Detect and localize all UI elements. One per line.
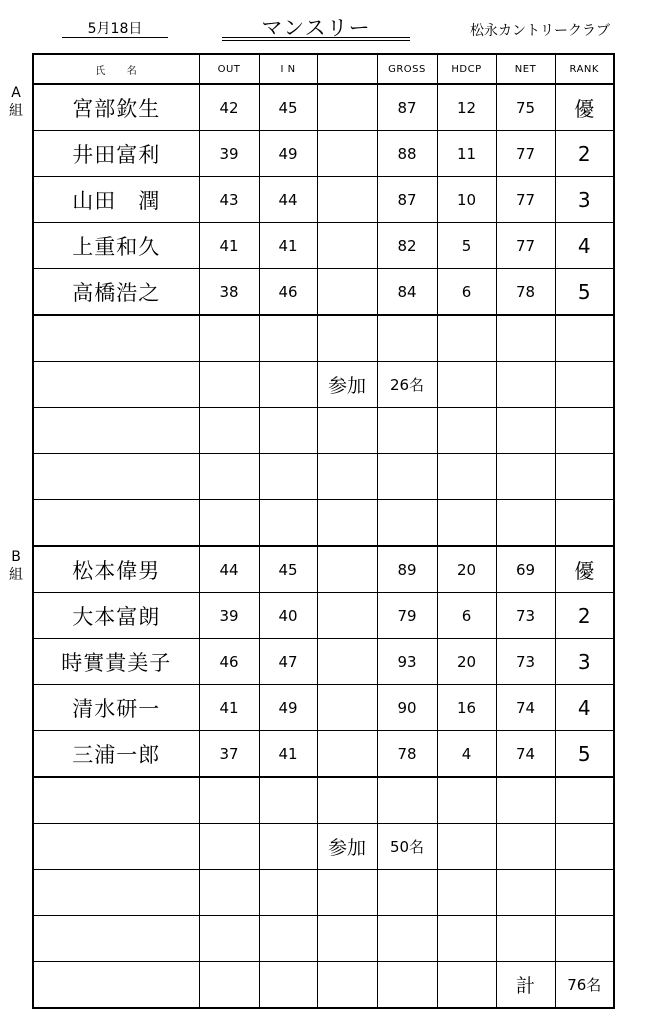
net-score: 75	[496, 84, 555, 131]
col-header-gross: GROSS	[377, 54, 437, 84]
out-score: 39	[199, 131, 259, 177]
player-name: 松本偉男	[33, 546, 199, 593]
rank-value: 2	[555, 131, 614, 177]
hdcp-value: 10	[437, 177, 496, 223]
player-name: 高橋浩之	[33, 269, 199, 316]
date: 5月18日	[87, 21, 143, 37]
blank-cell	[317, 593, 377, 639]
player-name: 時實貴美子	[33, 639, 199, 685]
empty-row	[33, 777, 614, 824]
gross-score: 93	[377, 639, 437, 685]
title-underline-2	[222, 40, 410, 41]
col-header-name: 氏 名	[33, 54, 199, 84]
gross-score: 84	[377, 269, 437, 316]
hdcp-value: 11	[437, 131, 496, 177]
in-score: 47	[259, 639, 317, 685]
club-name: 松永カントリークラブ	[470, 23, 610, 39]
group-b-label	[6, 548, 26, 584]
total-row	[33, 962, 614, 1009]
empty-row	[33, 408, 614, 454]
gross-score: 78	[377, 731, 437, 778]
total-count: 76名	[555, 962, 614, 1009]
empty-row	[33, 315, 614, 362]
in-score: 40	[259, 593, 317, 639]
rank-value: 2	[555, 593, 614, 639]
col-header-rank: RANK	[555, 54, 614, 84]
group-a-kumi: 組	[9, 103, 23, 119]
rank-value: 3	[555, 639, 614, 685]
page-title: マンスリー	[261, 16, 371, 40]
out-score: 39	[199, 593, 259, 639]
player-name: 上重和久	[33, 223, 199, 269]
net-score: 69	[496, 546, 555, 593]
score-table	[32, 53, 615, 1009]
hdcp-value: 4	[437, 731, 496, 778]
net-score: 77	[496, 131, 555, 177]
out-score: 37	[199, 731, 259, 778]
table-row	[33, 593, 614, 639]
net-score: 73	[496, 639, 555, 685]
table-row	[33, 731, 614, 778]
col-header-hdcp: HDCP	[437, 54, 496, 84]
table-row	[33, 131, 614, 177]
out-score: 46	[199, 639, 259, 685]
player-name: 清水研一	[33, 685, 199, 731]
table-row	[33, 177, 614, 223]
in-score: 41	[259, 731, 317, 778]
title-underline-1	[222, 37, 410, 38]
table-row	[33, 269, 614, 316]
participation-count: 26名	[377, 362, 437, 408]
net-score: 78	[496, 269, 555, 316]
participation-row	[33, 362, 614, 408]
in-score: 41	[259, 223, 317, 269]
out-score: 38	[199, 269, 259, 316]
blank-cell	[317, 546, 377, 593]
hdcp-value: 20	[437, 639, 496, 685]
participation-row	[33, 824, 614, 870]
out-score: 41	[199, 223, 259, 269]
out-score: 44	[199, 546, 259, 593]
in-score: 45	[259, 84, 317, 131]
rank-value: 5	[555, 269, 614, 316]
gross-score: 87	[377, 177, 437, 223]
net-score: 77	[496, 223, 555, 269]
table-row	[33, 639, 614, 685]
header-row	[33, 54, 614, 84]
participation-label: 参加	[317, 824, 377, 870]
blank-cell	[317, 731, 377, 778]
total-label: 計	[496, 962, 555, 1009]
table-row	[33, 84, 614, 131]
group-b-letter: B	[11, 549, 21, 565]
gross-score: 89	[377, 546, 437, 593]
blank-cell	[317, 84, 377, 131]
gross-score: 82	[377, 223, 437, 269]
net-score: 77	[496, 177, 555, 223]
in-score: 49	[259, 131, 317, 177]
player-name: 山田 潤	[33, 177, 199, 223]
out-score: 41	[199, 685, 259, 731]
player-name: 三浦一郎	[33, 731, 199, 778]
rank-value: 3	[555, 177, 614, 223]
hdcp-value: 6	[437, 593, 496, 639]
group-a-letter: A	[11, 85, 21, 101]
participation-count: 50名	[377, 824, 437, 870]
participation-label: 参加	[317, 362, 377, 408]
net-score: 74	[496, 685, 555, 731]
hdcp-value: 16	[437, 685, 496, 731]
player-name: 大本富朗	[33, 593, 199, 639]
rank-value: 優	[555, 84, 614, 131]
col-header-out: OUT	[199, 54, 259, 84]
player-name: 井田富利	[33, 131, 199, 177]
in-score: 46	[259, 269, 317, 316]
table-row	[33, 223, 614, 269]
hdcp-value: 20	[437, 546, 496, 593]
blank-cell	[317, 131, 377, 177]
col-header-in: I N	[259, 54, 317, 84]
in-score: 45	[259, 546, 317, 593]
gross-score: 88	[377, 131, 437, 177]
empty-row	[33, 916, 614, 962]
blank-cell	[317, 269, 377, 316]
out-score: 42	[199, 84, 259, 131]
gross-score: 79	[377, 593, 437, 639]
table-row	[33, 685, 614, 731]
gross-score: 90	[377, 685, 437, 731]
blank-cell	[317, 223, 377, 269]
out-score: 43	[199, 177, 259, 223]
hdcp-value: 5	[437, 223, 496, 269]
col-header-blank	[317, 54, 377, 84]
rank-value: 4	[555, 685, 614, 731]
gross-score: 87	[377, 84, 437, 131]
hdcp-value: 6	[437, 269, 496, 316]
rank-value: 5	[555, 731, 614, 778]
blank-cell	[317, 685, 377, 731]
rank-value: 4	[555, 223, 614, 269]
net-score: 73	[496, 593, 555, 639]
blank-cell	[317, 639, 377, 685]
in-score: 44	[259, 177, 317, 223]
net-score: 74	[496, 731, 555, 778]
group-a-label	[6, 84, 26, 120]
hdcp-value: 12	[437, 84, 496, 131]
player-name: 宮部欽生	[33, 84, 199, 131]
rank-value: 優	[555, 546, 614, 593]
col-header-net: NET	[496, 54, 555, 84]
date-underline	[62, 37, 168, 38]
table-row	[33, 546, 614, 593]
group-b-kumi: 組	[9, 567, 23, 583]
empty-row	[33, 870, 614, 916]
empty-row	[33, 454, 614, 500]
blank-cell	[317, 177, 377, 223]
in-score: 49	[259, 685, 317, 731]
empty-row	[33, 500, 614, 547]
